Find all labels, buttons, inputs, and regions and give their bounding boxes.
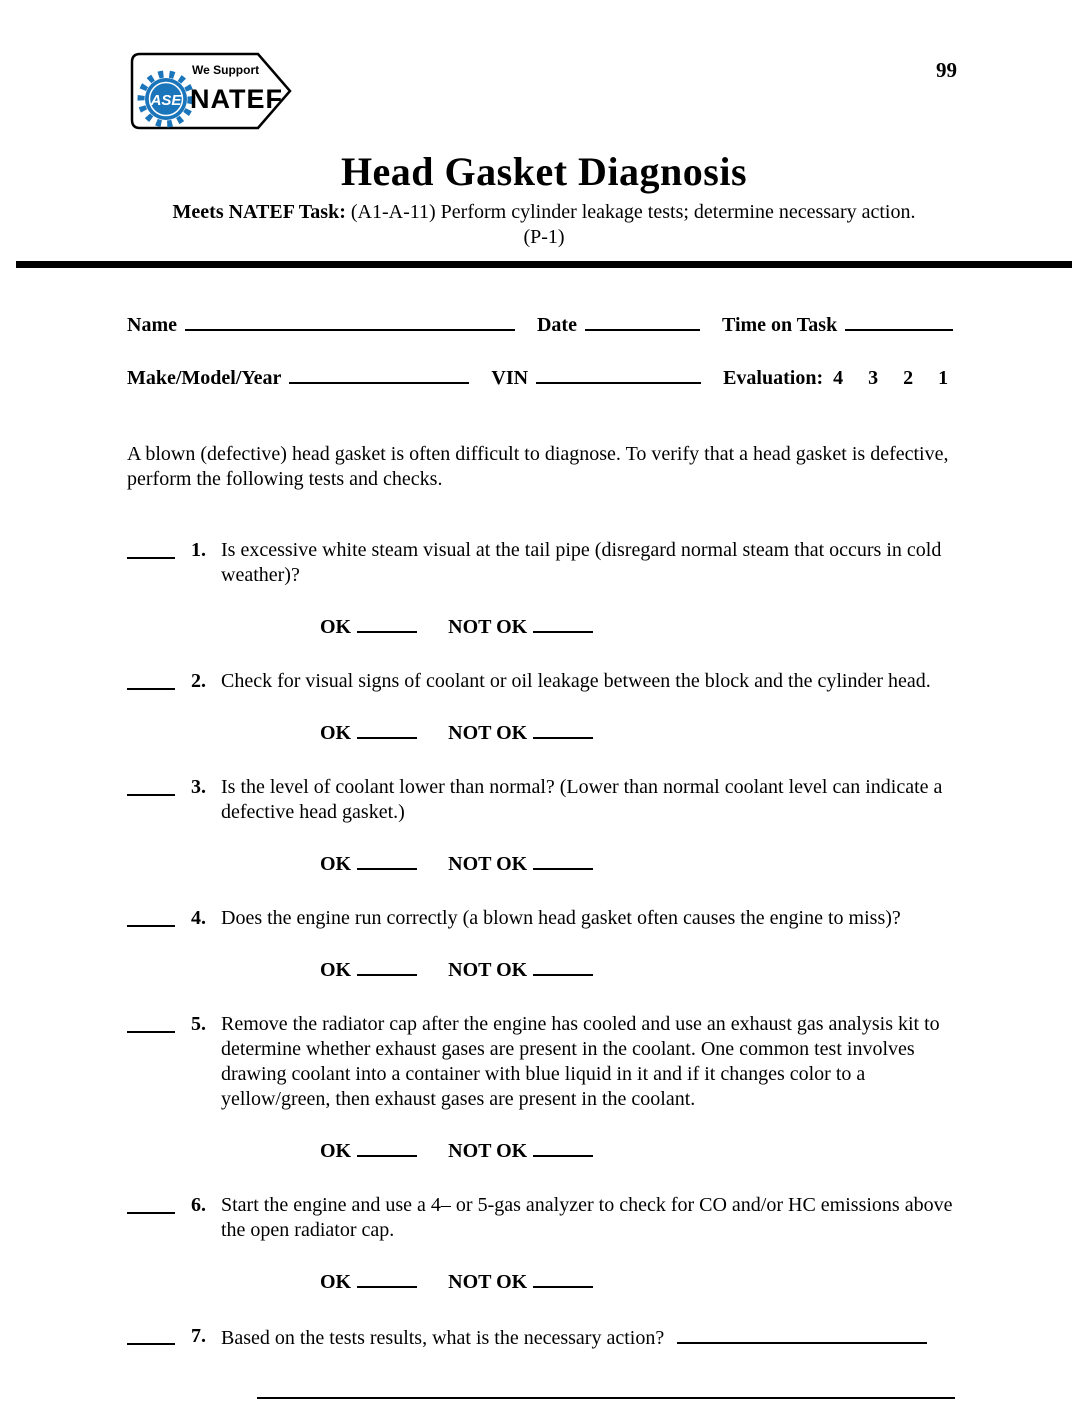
item-2-check-blank: [127, 669, 175, 690]
not-ok-label: NOT OK: [448, 959, 528, 981]
ok-blank: [357, 955, 417, 976]
natef-logo: [126, 48, 298, 140]
ok-label: OK: [320, 853, 352, 875]
evaluation-label: Evaluation:: [723, 367, 824, 389]
not-ok-label: NOT OK: [448, 616, 528, 638]
item-7-question: Based on the tests results, what is the necessary action?: [221, 1327, 665, 1349]
make-model-year-blank: [289, 363, 469, 384]
ok-blank: [357, 849, 417, 870]
not-ok-label: NOT OK: [448, 722, 528, 744]
item-6-text: Start the engine and use a 4– or 5-gas analyzer to check for CO and/or HC emissions above the open radiator cap.: [221, 1194, 953, 1241]
time-on-task-blank: [845, 310, 953, 331]
not-ok-label: NOT OK: [448, 1140, 528, 1162]
not-ok-blank: [533, 718, 593, 739]
item-5-number: 5.: [191, 1013, 206, 1035]
time-on-task-label: Time on Task: [721, 314, 838, 336]
form-header: [127, 310, 958, 390]
item-7-text: [221, 1324, 958, 1351]
natef-task-text: (A1-A-11) Perform cylinder leakage tests; determine necessary action.: [350, 201, 916, 223]
checklist-item-1: [127, 538, 958, 588]
name-blank: [185, 310, 515, 331]
item-5-check-blank: [127, 1012, 175, 1033]
item-4-number: 4.: [191, 907, 206, 929]
vin-label: VIN: [491, 367, 529, 389]
item-1-text: Is excessive white steam visual at the tail pipe (disregard normal steam that occurs in cold weather)?: [221, 539, 942, 586]
checklist-item-4: [127, 906, 958, 931]
natef-logo-graphic: [126, 48, 298, 134]
we-support-text: We Support: [192, 63, 260, 77]
not-ok-blank: [533, 1136, 593, 1157]
item-1-check-blank: [127, 538, 175, 559]
form-row-2: [127, 363, 958, 390]
priority-code: (P-1): [523, 226, 565, 248]
not-ok-label: NOT OK: [448, 1271, 528, 1293]
item-2-ok-line: [320, 718, 958, 745]
necessary-action-line-2: [257, 1397, 955, 1399]
item-3-ok-line: [320, 849, 958, 876]
item-6-ok-line: [320, 1267, 958, 1294]
item-2-text: Check for visual signs of coolant or oil leakage between the block and the cylinder head.: [221, 670, 931, 692]
evaluation-scale: 4 3 2 1: [833, 367, 949, 389]
item-4-ok-line: [320, 955, 958, 982]
divider-rule: [16, 261, 1072, 268]
vin-blank: [536, 363, 701, 384]
not-ok-blank: [533, 612, 593, 633]
ok-label: OK: [320, 616, 352, 638]
item-4-check-blank: [127, 906, 175, 927]
natef-task-line: [0, 201, 1088, 224]
ok-label: OK: [320, 722, 352, 744]
not-ok-label: NOT OK: [448, 853, 528, 875]
intro-paragraph: A blown (defective) head gasket is often difficult to diagnose. To verify that a head gasket is defective, perform the following tests and checks.: [127, 443, 949, 490]
make-model-year-label: Make/Model/Year: [127, 367, 282, 389]
ok-label: OK: [320, 1271, 352, 1293]
ok-blank: [357, 718, 417, 739]
ok-blank: [357, 1136, 417, 1157]
item-1-ok-line: [320, 612, 958, 639]
natef-text: NATEF: [190, 84, 283, 114]
item-4-text: Does the engine run correctly (a blown head gasket often causes the engine to miss)?: [221, 907, 901, 929]
page-title: Head Gasket Diagnosis: [340, 149, 748, 194]
item-3-check-blank: [127, 775, 175, 796]
necessary-action-blank: [677, 1324, 927, 1344]
checklist-item-7: [127, 1324, 958, 1351]
date-label: Date: [536, 314, 577, 336]
date-blank: [585, 310, 700, 331]
ok-blank: [357, 1267, 417, 1288]
item-2-number: 2.: [191, 670, 206, 692]
ase-text: ASE: [150, 92, 182, 109]
item-7-check-blank: [127, 1324, 175, 1345]
item-7-number: 7.: [191, 1325, 206, 1347]
item-6-check-blank: [127, 1193, 175, 1214]
item-3-number: 3.: [191, 776, 206, 798]
item-5-ok-line: [320, 1136, 958, 1163]
page-number: 99: [936, 58, 957, 82]
item-6-number: 6.: [191, 1194, 206, 1216]
meets-natef-label: Meets NATEF Task:: [172, 201, 346, 223]
checklist-item-2: [127, 669, 958, 694]
item-1-number: 1.: [191, 539, 206, 561]
not-ok-blank: [533, 849, 593, 870]
checklist: [127, 538, 958, 1399]
item-3-text: Is the level of coolant lower than normal? (Lower than normal coolant level can indicate a defective head gasket.): [221, 776, 943, 823]
ok-blank: [357, 612, 417, 633]
ok-label: OK: [320, 959, 352, 981]
checklist-item-5: [127, 1012, 958, 1112]
form-row-1: [127, 310, 958, 337]
ok-label: OK: [320, 1140, 352, 1162]
checklist-item-3: [127, 775, 958, 825]
checklist-item-6: [127, 1193, 958, 1243]
not-ok-blank: [533, 1267, 593, 1288]
name-label: Name: [127, 314, 177, 336]
not-ok-blank: [533, 955, 593, 976]
item-5-text: Remove the radiator cap after the engine has cooled and use an exhaust gas analysis kit to determine whether exhaust gases are present in the coolant. One common test involves drawing coolant into a container with blue liquid in it and if it changes color to a yellow/green, then exhaust gases are present in the coolant.: [221, 1013, 940, 1110]
